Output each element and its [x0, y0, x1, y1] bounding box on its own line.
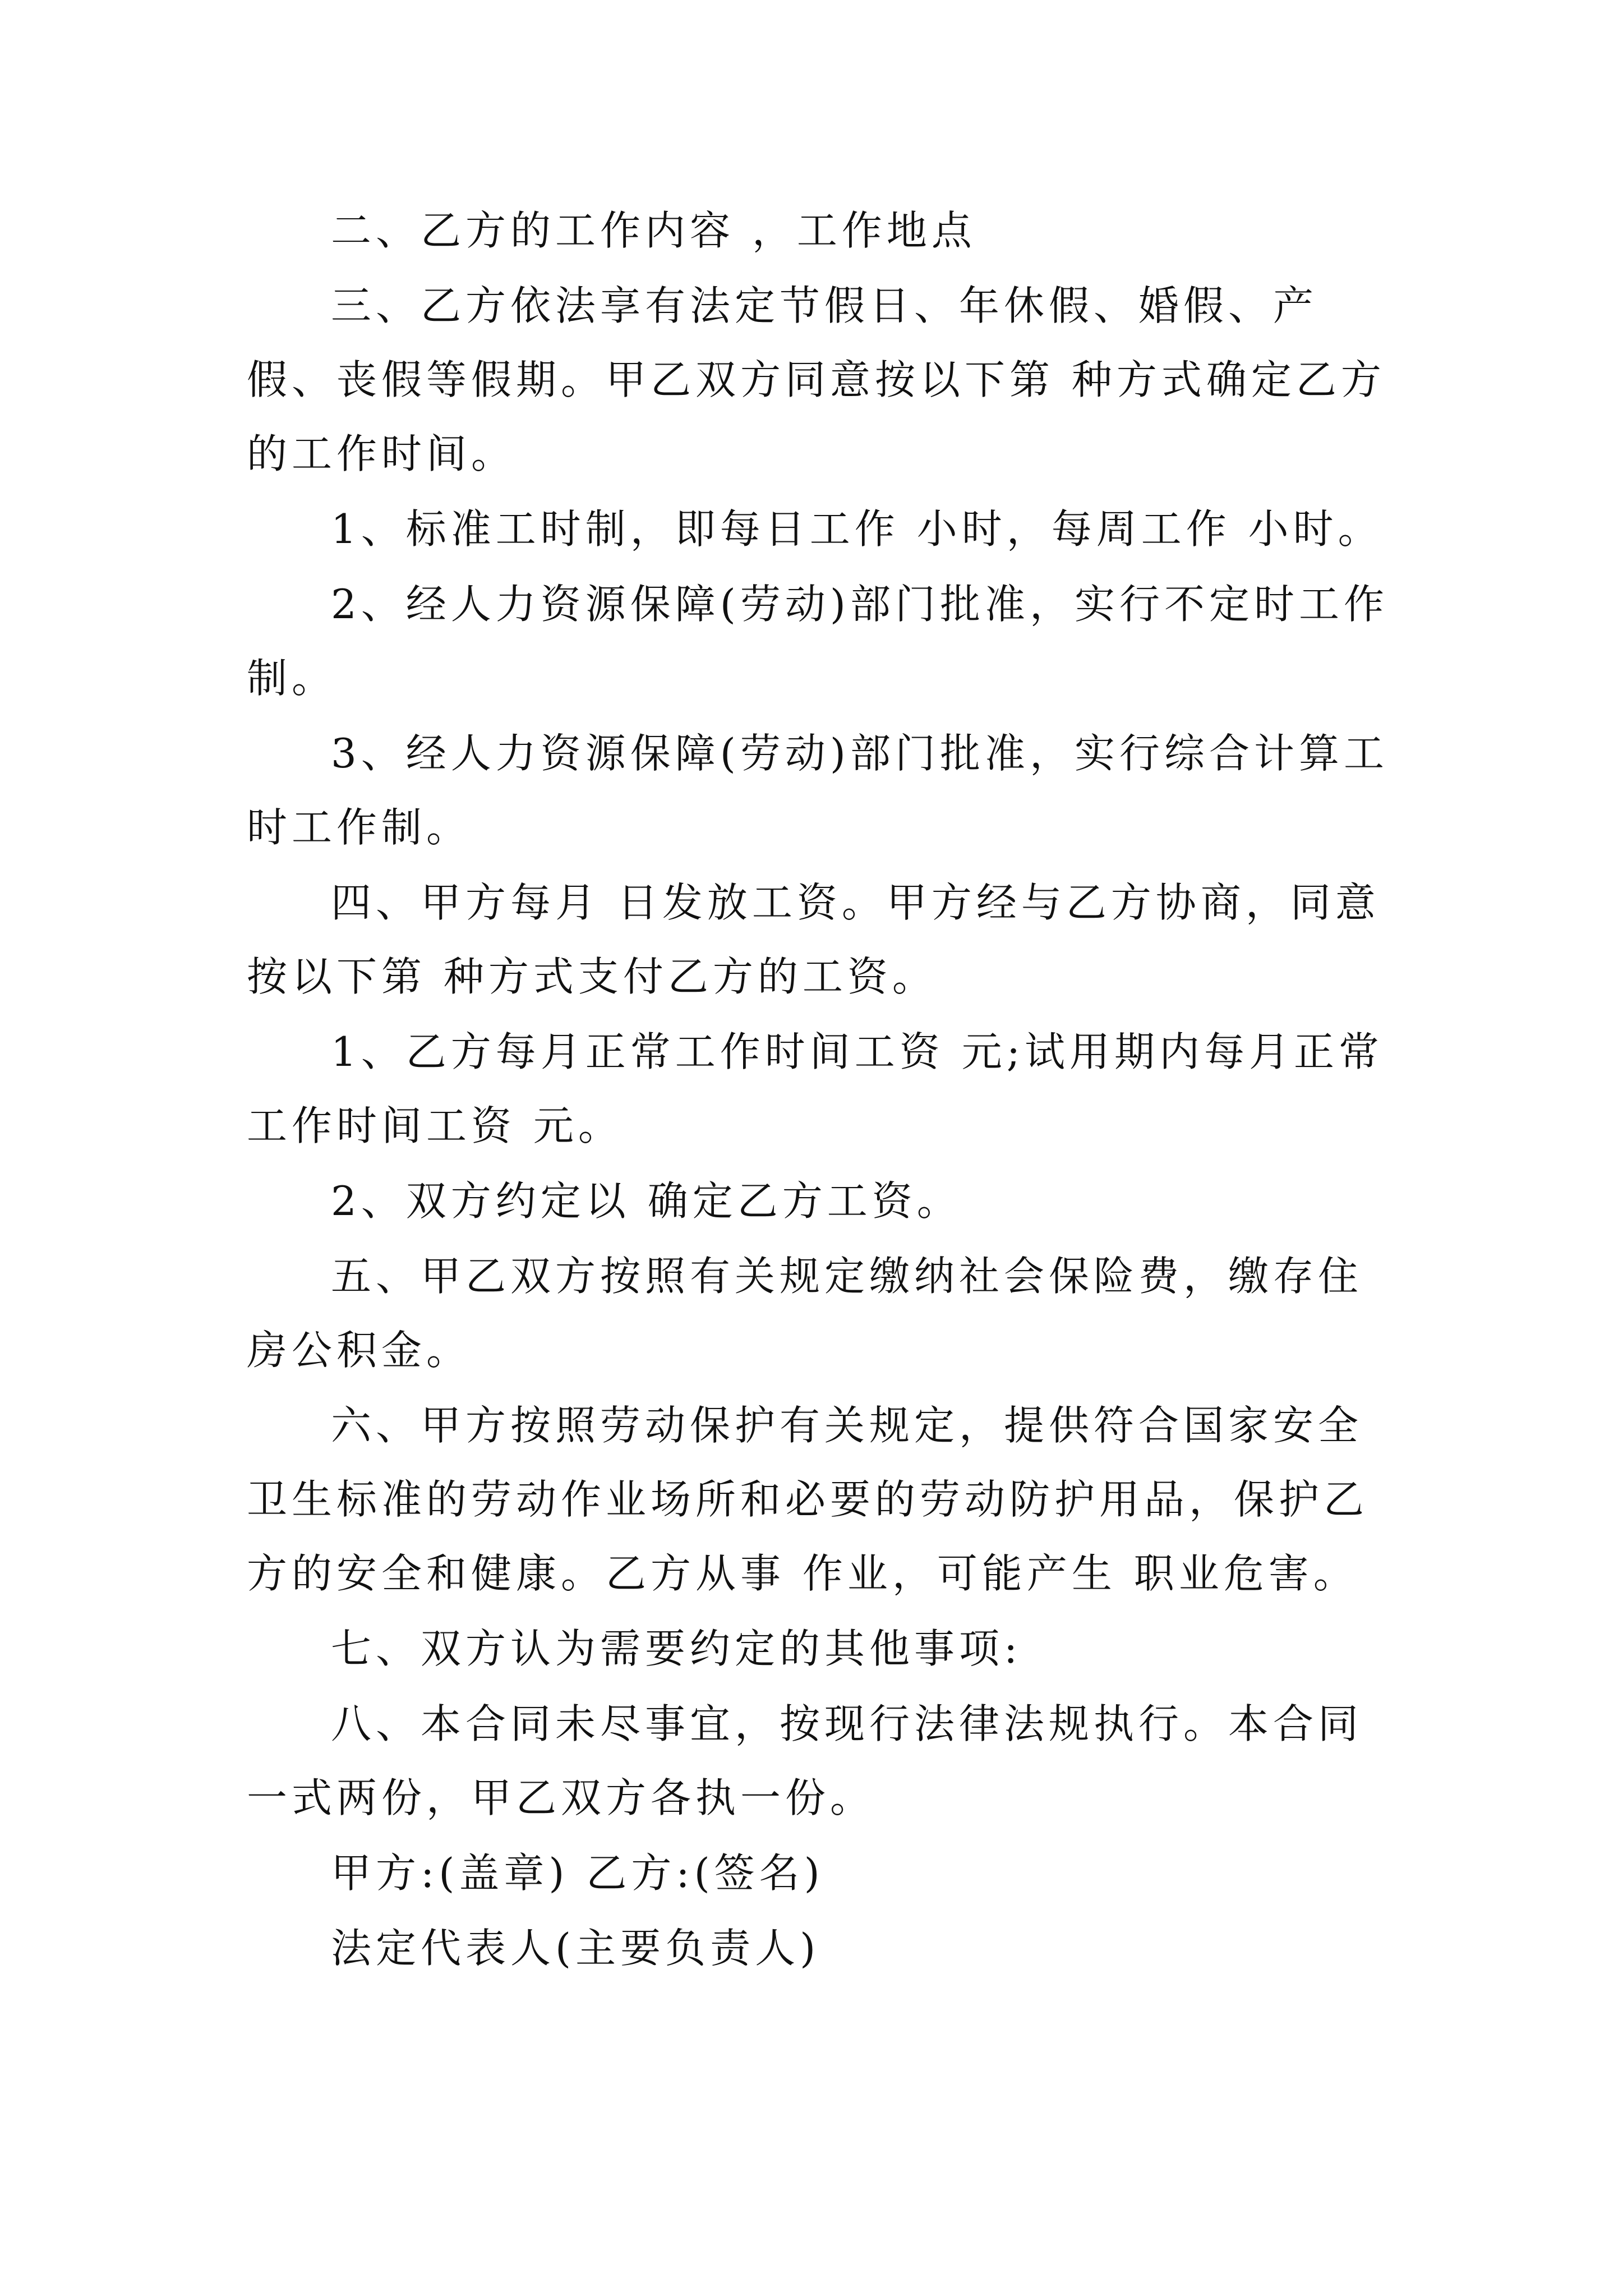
paragraph-monthly-wage: 1、乙方每月正常工作时间工资 元;试用期内每月正常工作时间工资 元。 — [247, 1028, 1384, 1149]
paragraph-labor-protection: 六、甲方按照劳动保护有关规定，提供符合国家安全卫生标准的劳动作业场所和必要的劳动防护用品，保护乙方的安全和健康。乙方从事 作业，可能产生 职业危害。 — [247, 1402, 1369, 1597]
paragraph-flexible-hours: 2、经人力资源保障(劳动)部门批准，实行不定时工作制。 — [247, 581, 1389, 702]
paragraph-standard-hours: 1、标准工时制，即每日工作 小时，每周工作 小时。 — [331, 505, 1383, 553]
paragraph-agreed-wage: 2、双方约定以 确定乙方工资。 — [331, 1177, 962, 1225]
paragraph-work-content: 二、乙方的工作内容 ，工作地点 — [331, 207, 976, 254]
paragraph-signatures: 甲方:(盖章) 乙方:(签名) — [331, 1849, 824, 1897]
document-body — [247, 194, 1396, 1986]
paragraph-copies: 八、本合同未尽事宜，按现行法律法规执行。本合同一式两份，甲乙双方各执一份。 — [247, 1700, 1363, 1821]
paragraph-legal-representative: 法定代表人(主要负责人) — [331, 1925, 820, 1972]
paragraph-comprehensive-hours: 3、经人力资源保障(劳动)部门批准，实行综合计算工时工作制。 — [247, 730, 1389, 851]
paragraph-holidays-working-time: 三、乙方依法享有法定节假日、年休假、婚假、产假、丧假等假期。甲乙双方同意按以下第 种方式确定乙方的工作时间。 — [247, 282, 1386, 477]
paragraph-social-insurance: 五、甲乙双方按照有关规定缴纳社会保险费，缴存住房公积金。 — [247, 1253, 1363, 1374]
paragraph-other-matters: 七、双方认为需要约定的其他事项: — [331, 1625, 1022, 1672]
paragraph-wage-payment: 四、甲方每月 日发放工资。甲方经与乙方协商，同意按以下第 种方式支付乙方的工资。 — [247, 879, 1380, 1000]
